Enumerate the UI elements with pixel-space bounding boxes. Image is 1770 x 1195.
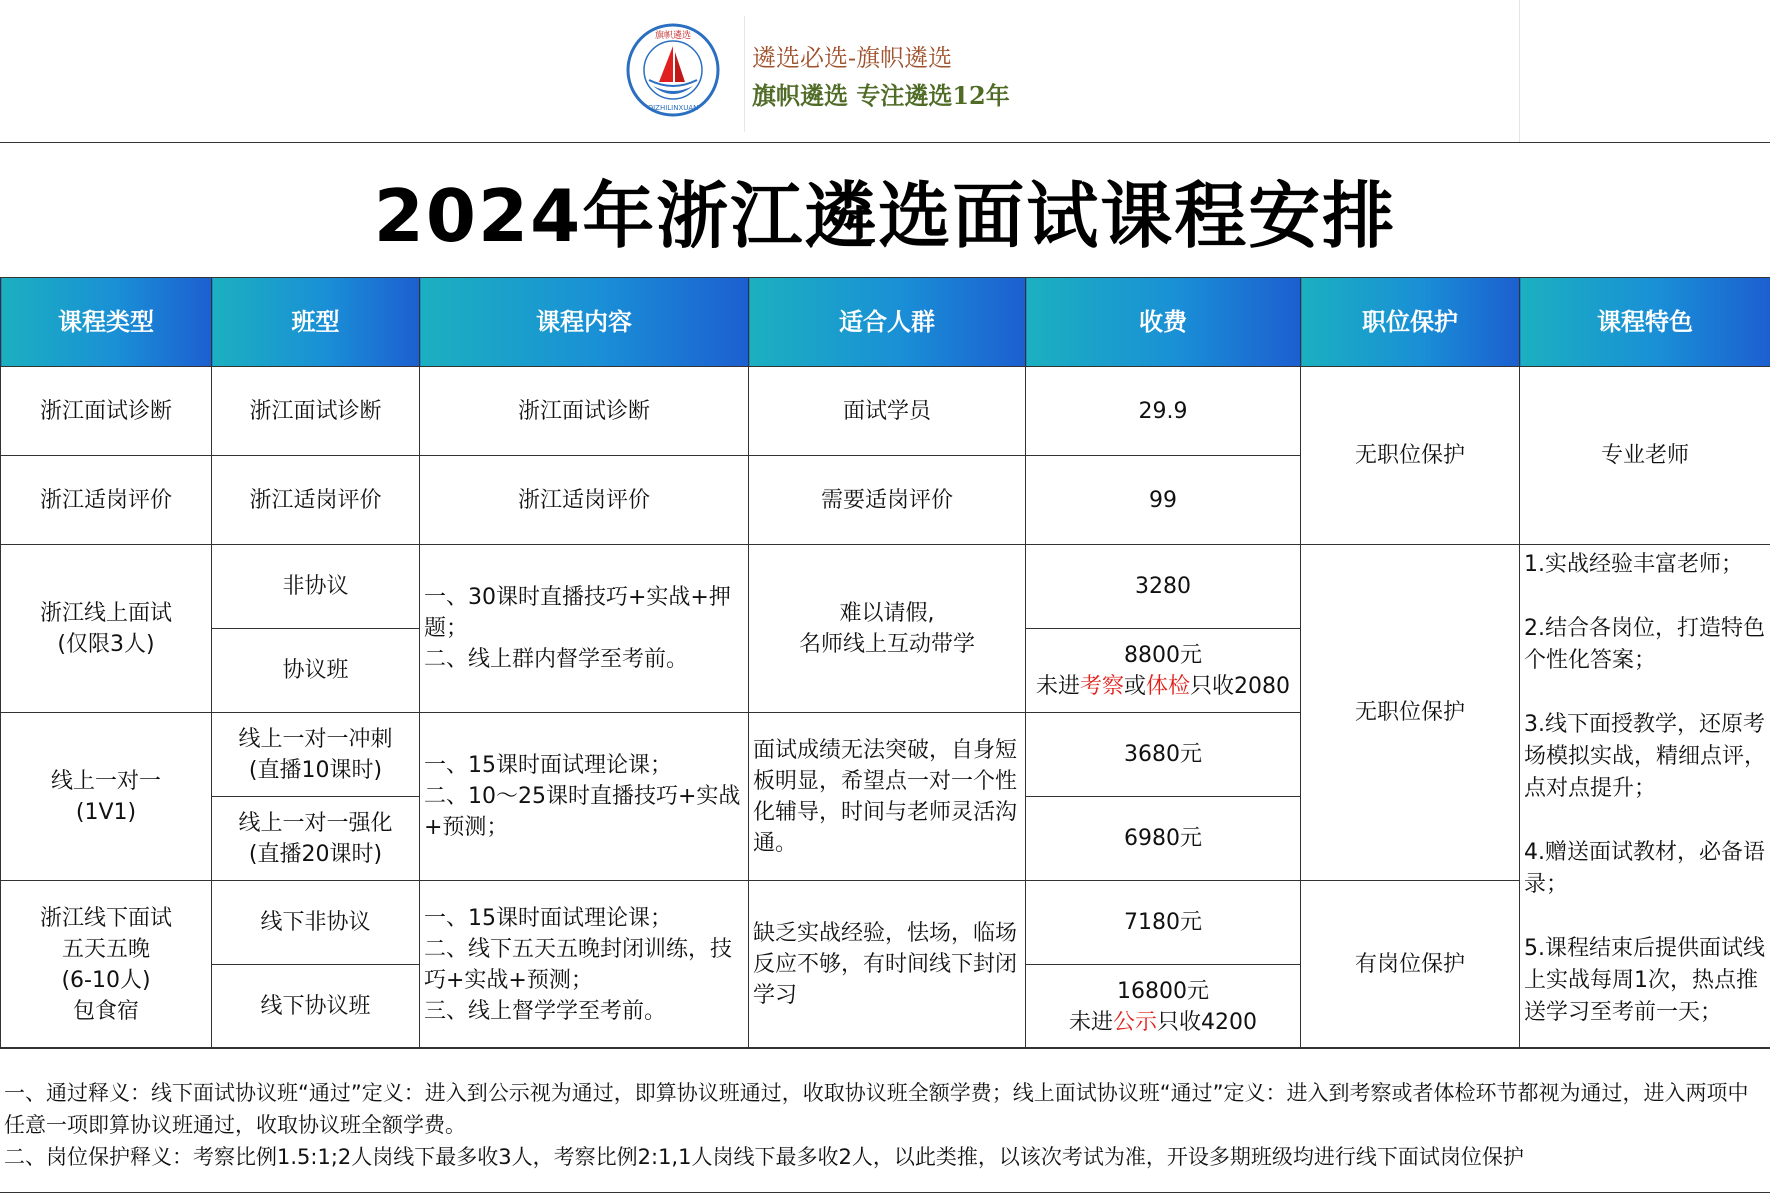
content-cell: 浙江面试诊断: [420, 367, 749, 456]
content-cell: 浙江适岗评价: [420, 456, 749, 545]
feature-item: 5.课程结束后提供面试线上实战每周1次，热点推送学习至考前一天；: [1524, 936, 1765, 1025]
column-header: 班型: [212, 278, 420, 367]
course-type-line: (仅限3人): [57, 631, 155, 657]
course-type-line: 浙江线下面试: [39, 905, 172, 931]
content-cell: 一、15课时面试理论课； 二、10～25课时直播技巧+实战+预测；: [420, 713, 749, 881]
note-protection-definition: 二、岗位保护释义：考察比例1.5:1;2人岗线下最多收3人，考察比例2:1,1人岗线下最多收2人，以此类推，以该次考试为准，开设多期班级均进行线下面试岗位保护: [4, 1145, 1524, 1169]
table-row: [1, 545, 1770, 629]
fee-note: [1026, 1007, 1300, 1038]
class-type-cell: [212, 797, 420, 881]
fee-note-text: 未进: [1068, 1009, 1113, 1035]
qizhi-logo: [625, 22, 721, 118]
fee-cell: 99: [1026, 456, 1301, 545]
fee-cell: 3680元: [1026, 713, 1301, 797]
logo-text-top: 旗帜遴选: [654, 31, 692, 41]
course-schedule-table: [0, 277, 1770, 1049]
note-pass-definition: 一、通过释义：线下面试协议班“通过”定义：进入到公示视为通过，即算协议班通过，收取协议班全额学费；线上面试协议班“通过”定义：进入到考察或者体检环节都视为通过，进入两项中任意一项即算协议班通过，收取协议班全额学费。: [4, 1081, 1749, 1137]
course-type-line: 浙江线上面试: [39, 600, 172, 626]
column-header: 适合人群: [749, 278, 1026, 367]
protection-cell: 有岗位保护: [1301, 881, 1520, 1049]
fee-cell: [1026, 965, 1301, 1049]
protection-cell: 无职位保护: [1301, 545, 1520, 881]
class-type-cell: [212, 713, 420, 797]
class-type-line: (直播20课时): [248, 841, 383, 867]
course-type-line: (1V1): [75, 799, 137, 825]
class-type-cell: 浙江适岗评价: [212, 456, 420, 545]
course-type-cell: [1, 545, 212, 713]
tagline-1: 遴选必选-旗帜遴选: [752, 44, 953, 72]
audience-line: 难以请假,: [839, 600, 935, 626]
column-header: 课程特色: [1520, 278, 1770, 367]
audience-cell: 面试学员: [749, 367, 1026, 456]
fee-cell: 3280: [1026, 545, 1301, 629]
tagline-2: 旗帜遴选 专注遴选12年: [752, 81, 1010, 110]
fee-note-text: 或: [1124, 673, 1147, 699]
column-header: 课程类型: [1, 278, 212, 367]
feature-item: 3.线下面授教学，还原考场模拟实战，精细点评，点对点提升；: [1524, 712, 1767, 801]
fee-cell: 6980元: [1026, 797, 1301, 881]
header-band: [0, 0, 1770, 143]
course-type-line: 五天五晚: [61, 936, 150, 962]
header-divider: [1519, 0, 1520, 142]
course-type-line: (6-10人): [61, 967, 151, 993]
table-row: [1, 367, 1770, 456]
fee-note: [1026, 671, 1300, 702]
feature-item: 2.结合各岗位，打造特色个性化答案；: [1524, 616, 1765, 673]
course-type-cell: [1, 881, 212, 1049]
logo-text-bottom: QIZHILINXUAN: [647, 104, 699, 112]
class-type-cell: 线下非协议: [212, 881, 420, 965]
fee-line: 16800元: [1117, 978, 1209, 1004]
class-type-line: (直播10课时): [248, 757, 383, 783]
course-type-line: 线上一对一: [50, 768, 161, 794]
fee-note-text: 只收2080: [1190, 673, 1291, 699]
column-header: 课程内容: [420, 278, 749, 367]
feature-list-cell: [1520, 545, 1770, 1049]
audience-cell: 缺乏实战经验，怯场，临场反应不够，有时间线下封闭学习: [749, 881, 1026, 1049]
feature-item: 4.赠送面试教材，必备语录；: [1524, 840, 1765, 897]
notes-section: [0, 1047, 1770, 1193]
fee-note-highlight: 公示: [1113, 1009, 1158, 1035]
class-type-line: 线上一对一强化: [238, 810, 393, 836]
audience-cell: [749, 545, 1026, 713]
column-header: 收费: [1026, 278, 1301, 367]
fee-cell: 7180元: [1026, 881, 1301, 965]
content-cell: 一、30课时直播技巧+实战+押题； 二、线上群内督学至考前。: [420, 545, 749, 713]
page-title: 2024年浙江遴选面试课程安排: [373, 173, 1397, 258]
fee-note-highlight: 体检: [1146, 673, 1191, 699]
column-header: 职位保护: [1301, 278, 1520, 367]
table-header-row: [1, 278, 1770, 367]
class-type-cell: 线下协议班: [212, 965, 420, 1049]
table-row: [1, 881, 1770, 965]
fee-cell: [1026, 629, 1301, 713]
class-type-cell: 浙江面试诊断: [212, 367, 420, 456]
course-type-cell: 浙江适岗评价: [1, 456, 212, 545]
protection-cell: 无职位保护: [1301, 367, 1520, 545]
fee-note-highlight: 考察: [1079, 673, 1124, 699]
fee-note-text: 未进: [1035, 673, 1080, 699]
fee-cell: 29.9: [1026, 367, 1301, 456]
audience-line: 名师线上互动带学: [798, 631, 975, 657]
feature-cell: 专业老师: [1520, 367, 1770, 545]
class-type-line: 线上一对一冲刺: [238, 726, 393, 752]
course-type-cell: 浙江面试诊断: [1, 367, 212, 456]
fee-note-text: 只收4200: [1157, 1009, 1258, 1035]
audience-cell: 面试成绩无法突破，自身短板明显，希望点一对一个性化辅导，时间与老师灵活沟通。: [749, 713, 1026, 881]
course-type-cell: [1, 713, 212, 881]
fee-line: 8800元: [1124, 642, 1202, 668]
content-cell: 一、15课时面试理论课； 二、线下五天五晚封闭训练，技巧+实战+预测； 三、线上督学学至考前。: [420, 881, 749, 1049]
course-type-line: 包食宿: [72, 998, 139, 1024]
class-type-cell: 协议班: [212, 629, 420, 713]
audience-cell: 需要适岗评价: [749, 456, 1026, 545]
class-type-cell: 非协议: [212, 545, 420, 629]
feature-item: 1.实战经验丰富老师；: [1524, 552, 1743, 577]
